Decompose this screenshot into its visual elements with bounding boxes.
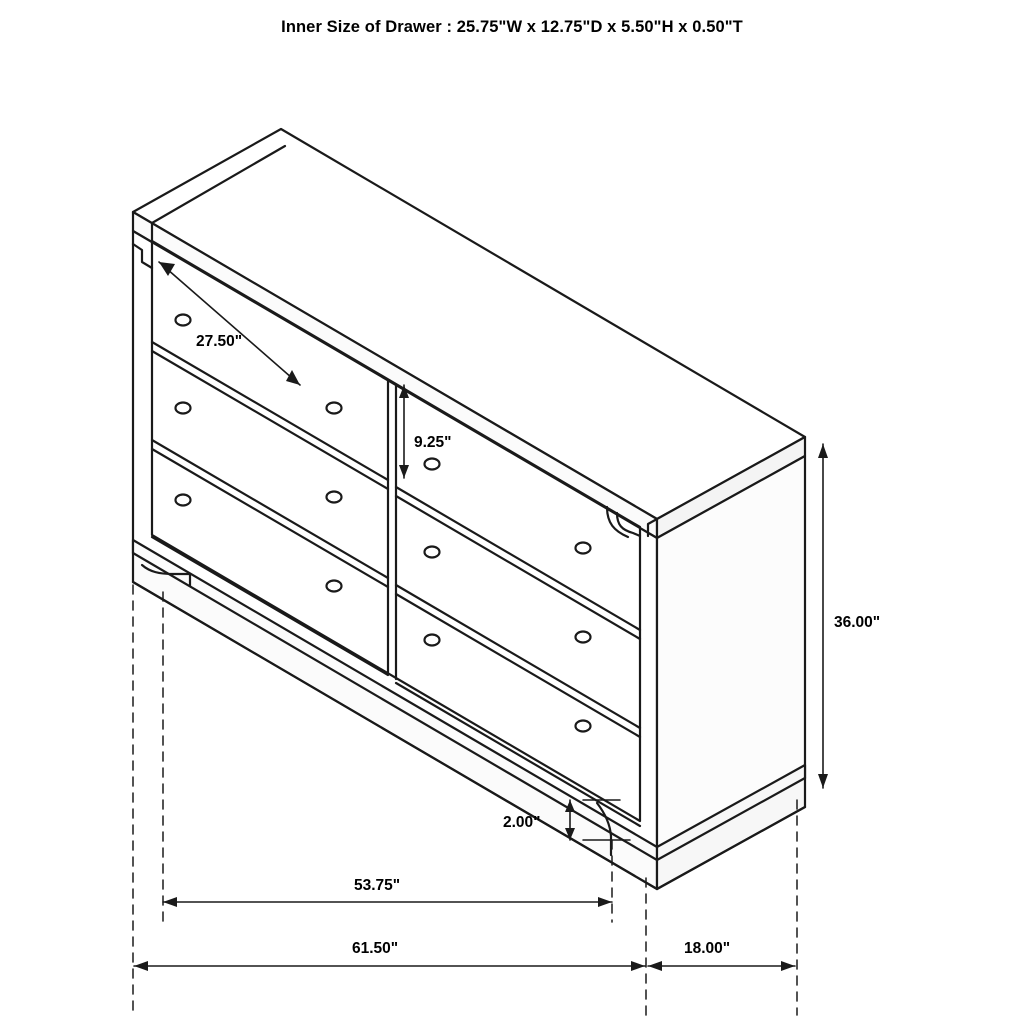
dimension-label-drawer-height: 9.25" <box>414 434 452 451</box>
dimension-label-overall-width: 61.50" <box>352 940 399 957</box>
dimension-label-base-height: 2.00" <box>503 814 541 831</box>
dimension-label-overall-height: 36.00" <box>834 614 881 631</box>
page-title: Inner Size of Drawer : 25.75"W x 12.75"D x 5.50"H x 0.50"T <box>281 18 743 36</box>
dimension-label-drawer-width: 27.50" <box>196 333 243 350</box>
dimension-label-front-panel-width: 53.75" <box>354 877 401 894</box>
dimension-label-overall-depth: 18.00" <box>684 940 731 957</box>
